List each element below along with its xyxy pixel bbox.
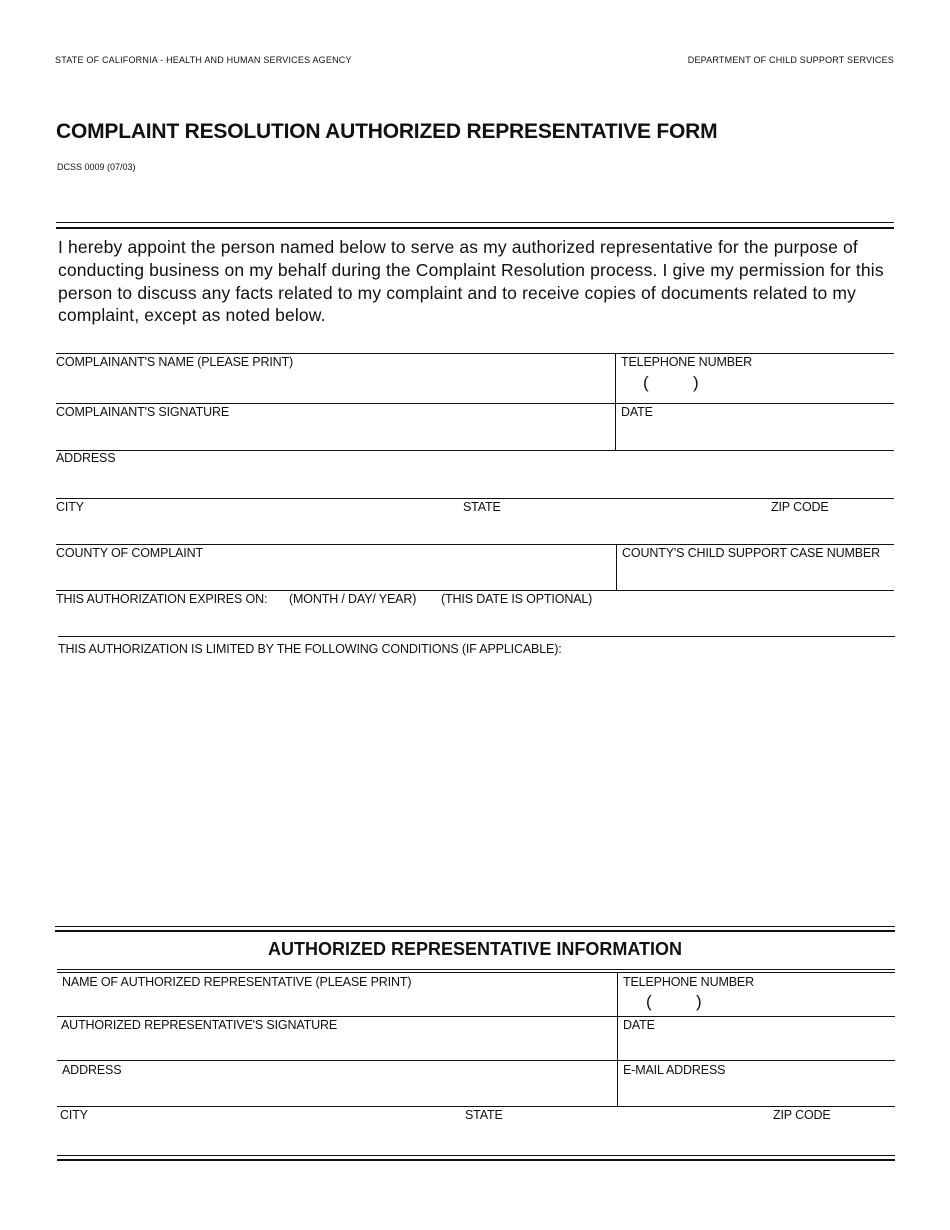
department-header: DEPARTMENT OF CHILD SUPPORT SERVICES	[687, 55, 894, 65]
representative-email-field[interactable]	[618, 1060, 895, 1106]
form-number: DCSS 0009 (07/03)	[57, 162, 136, 172]
complainant-date-label: DATE	[621, 405, 653, 419]
complainant-city-label: CITY	[56, 500, 84, 514]
conditions-area[interactable]	[58, 636, 895, 924]
representative-signature-field[interactable]	[57, 1016, 617, 1060]
county-of-complaint-field[interactable]	[56, 544, 616, 590]
representative-date-label: DATE	[623, 1018, 655, 1032]
complainant-city-field[interactable]	[56, 498, 456, 544]
complainant-address-field[interactable]	[56, 450, 894, 498]
complainant-signature-label: COMPLAINANT'S SIGNATURE	[56, 405, 230, 419]
complainant-phone-label: TELEPHONE NUMBER	[621, 355, 752, 369]
complainant-zip-field[interactable]	[766, 498, 894, 544]
case-number-field[interactable]	[617, 544, 894, 590]
divider	[57, 969, 895, 970]
authorization-statement: I hereby appoint the person named below to serve as my authorized representative for the purpose of conducting business on my behalf during the Complaint Resolution process. I give my permission for this person to discuss any facts related to my complaint and to receive copies of documents related to my complaint, except as noted below.	[58, 237, 884, 326]
complainant-phone-field[interactable]	[616, 353, 894, 403]
representative-zip-label: ZIP CODE	[773, 1108, 831, 1122]
representative-section-title: AUTHORIZED REPRESENTATIVE INFORMATION	[268, 939, 682, 959]
area-code-close-paren: )	[693, 373, 699, 392]
representative-email-label: E-MAIL ADDRESS	[623, 1063, 726, 1077]
representative-zip-field[interactable]	[768, 1106, 895, 1154]
representative-name-field[interactable]	[57, 972, 617, 1016]
representative-signature-label: AUTHORIZED REPRESENTATIVE'S SIGNATURE	[61, 1018, 338, 1032]
area-code-open-paren: (	[643, 373, 649, 392]
complainant-zip-label: ZIP CODE	[771, 500, 829, 514]
area-code-close-paren: )	[696, 992, 702, 1011]
complainant-name-label: COMPLAINANT'S NAME (PLEASE PRINT)	[56, 355, 294, 369]
divider	[56, 227, 894, 229]
divider	[55, 926, 895, 927]
divider	[57, 1159, 895, 1161]
divider	[56, 222, 894, 223]
divider	[55, 930, 895, 932]
area-code-open-paren: (	[646, 992, 652, 1011]
complainant-state-field[interactable]	[460, 498, 760, 544]
complainant-date-field[interactable]	[616, 403, 894, 450]
divider	[57, 1155, 895, 1156]
complainant-signature-field[interactable]	[56, 403, 615, 450]
representative-name-label: NAME OF AUTHORIZED REPRESENTATIVE (PLEASE PRINT)	[62, 975, 412, 989]
expiration-optional-label: (THIS DATE IS OPTIONAL)	[441, 592, 593, 606]
agency-header: STATE OF CALIFORNIA - HEALTH AND HUMAN SERVICES AGENCY	[55, 55, 352, 65]
county-of-complaint-label: COUNTY OF COMPLAINT	[56, 546, 203, 560]
expiration-format-label: (MONTH / DAY/ YEAR)	[289, 592, 417, 606]
complainant-address-label: ADDRESS	[56, 451, 116, 465]
complainant-state-label: STATE	[463, 500, 501, 514]
expiration-date-field[interactable]	[56, 590, 894, 636]
representative-phone-field[interactable]	[618, 972, 895, 1016]
representative-phone-label: TELEPHONE NUMBER	[623, 975, 754, 989]
representative-date-field[interactable]	[618, 1016, 895, 1060]
representative-city-field[interactable]	[57, 1106, 457, 1154]
form-title: COMPLAINT RESOLUTION AUTHORIZED REPRESENTATIVE FORM	[56, 120, 718, 143]
case-number-label: COUNTY'S CHILD SUPPORT CASE NUMBER	[622, 546, 880, 560]
representative-state-field[interactable]	[462, 1106, 762, 1154]
representative-address-label: ADDRESS	[62, 1063, 122, 1077]
representative-state-label: STATE	[465, 1108, 503, 1122]
expiration-label: THIS AUTHORIZATION EXPIRES ON:	[56, 592, 268, 606]
complainant-name-field[interactable]	[56, 353, 615, 403]
representative-address-field[interactable]	[57, 1060, 617, 1106]
conditions-label: THIS AUTHORIZATION IS LIMITED BY THE FOLLOWING CONDITIONS (IF APPLICABLE):	[58, 642, 562, 656]
representative-city-label: CITY	[60, 1108, 88, 1122]
